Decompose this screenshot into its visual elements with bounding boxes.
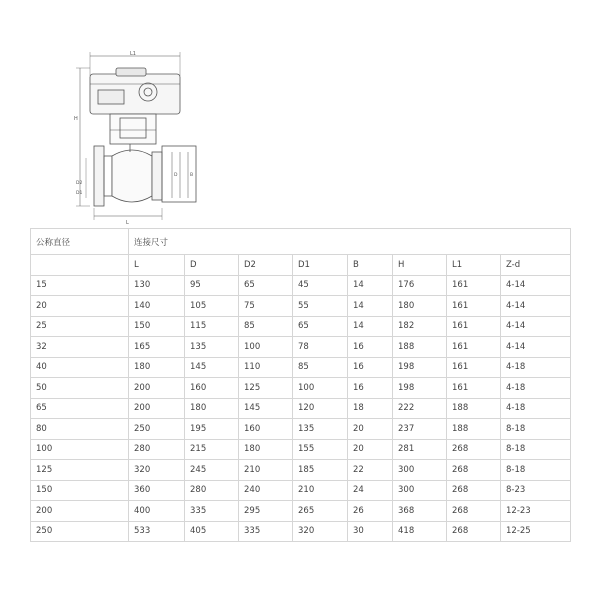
table-cell: 12-25 [501,521,571,542]
table-cell: 400 [129,501,185,522]
column-header: D [185,255,239,276]
table-cell: 268 [447,521,501,542]
table-cell: 110 [239,357,293,378]
table-cell: 280 [129,439,185,460]
table-cell: 4-18 [501,357,571,378]
table-row [31,398,571,419]
table-cell: 198 [393,378,447,399]
table-cell: 26 [348,501,393,522]
table-cell: 180 [185,398,239,419]
column-header: L [129,255,185,276]
table-cell: 4-18 [501,398,571,419]
table-cell: 188 [393,337,447,358]
table-cell: 210 [239,460,293,481]
table-cell: 160 [239,419,293,440]
table-cell: 161 [447,337,501,358]
table-cell: 125 [31,460,129,481]
table-cell: 155 [293,439,348,460]
table-cell: 32 [31,337,129,358]
table-cell: 50 [31,378,129,399]
table-cell: 85 [239,316,293,337]
table-cell: 300 [393,460,447,481]
table-cell: 15 [31,275,129,296]
table-cell: 160 [185,378,239,399]
table-cell: 176 [393,275,447,296]
table-cell: 55 [293,296,348,317]
table-cell: 180 [129,357,185,378]
table-cell: 335 [239,521,293,542]
table-cell: 268 [447,460,501,481]
table-cell: 4-14 [501,275,571,296]
table-cell: 100 [293,378,348,399]
table-cell: 135 [185,337,239,358]
header-nominal-diameter: 公称直径 [31,229,129,255]
table-cell: 85 [293,357,348,378]
table-row [31,439,571,460]
table-cell: 100 [239,337,293,358]
table-cell: 145 [239,398,293,419]
table-cell: 161 [447,275,501,296]
table-cell: 14 [348,275,393,296]
table-cell: 150 [31,480,129,501]
column-header: H [393,255,447,276]
table-cell: 40 [31,357,129,378]
table-cell: 245 [185,460,239,481]
table-cell: 295 [239,501,293,522]
table-row [31,296,571,317]
table-cell: 24 [348,480,393,501]
table-cell: 320 [293,521,348,542]
header-connection-dimensions: 连接尺寸 [129,229,571,255]
table-cell: 300 [393,480,447,501]
table-cell: 215 [185,439,239,460]
valve-dimension-drawing [68,48,218,226]
table-cell: 182 [393,316,447,337]
table-cell: 8-23 [501,480,571,501]
table-cell: 125 [239,378,293,399]
table-cell: 8-18 [501,460,571,481]
table-cell: 16 [348,337,393,358]
table-row [31,378,571,399]
table-cell: 268 [447,439,501,460]
table-cell: 210 [293,480,348,501]
table-row [31,480,571,501]
table-cell: 25 [31,316,129,337]
table-cell: 65 [31,398,129,419]
table-cell: 533 [129,521,185,542]
table-cell: 222 [393,398,447,419]
table-cell: 20 [348,419,393,440]
table-cell: 145 [185,357,239,378]
table-cell: 140 [129,296,185,317]
table-cell: 12-23 [501,501,571,522]
table-cell: 180 [393,296,447,317]
dim-label-l1: L1 [130,51,136,57]
table-cell: 65 [293,316,348,337]
column-header: B [348,255,393,276]
table-cell: 161 [447,357,501,378]
column-header: Z-d [501,255,571,276]
table-cell: 268 [447,501,501,522]
table-cell: 100 [31,439,129,460]
table-cell: 200 [129,398,185,419]
column-header: D1 [293,255,348,276]
table-cell: 188 [447,398,501,419]
table-cell [31,255,129,276]
table-cell: 200 [31,501,129,522]
table-cell: 120 [293,398,348,419]
table-cell: 198 [393,357,447,378]
table-cell: 75 [239,296,293,317]
table-cell: 188 [447,419,501,440]
table-row [31,521,571,542]
table-cell: 105 [185,296,239,317]
table-cell: 30 [348,521,393,542]
table-cell: 165 [129,337,185,358]
table-cell: 20 [31,296,129,317]
table-cell: 4-14 [501,316,571,337]
dim-label-d: D [174,173,178,178]
table-cell: 161 [447,316,501,337]
dim-label-b: B [190,173,194,178]
table-cell: 368 [393,501,447,522]
table-cell: 4-18 [501,378,571,399]
table-row [31,275,571,296]
table-cell: 265 [293,501,348,522]
table-cell: 335 [185,501,239,522]
dim-label-l: L [126,220,129,226]
table-cell: 65 [239,275,293,296]
table-cell: 240 [239,480,293,501]
table-cell: 161 [447,296,501,317]
table-cell: 237 [393,419,447,440]
dimension-table [30,228,571,542]
table-cell: 268 [447,480,501,501]
table-cell: 250 [129,419,185,440]
table-cell: 360 [129,480,185,501]
dim-label-h: H [74,116,78,122]
table-cell: 18 [348,398,393,419]
table-cell: 135 [293,419,348,440]
table-row [31,460,571,481]
table-cell: 185 [293,460,348,481]
table-cell: 22 [348,460,393,481]
table-row [31,419,571,440]
table-cell: 4-14 [501,296,571,317]
table-row [31,337,571,358]
dim-label-d2: D2 [76,181,83,186]
table-cell: 14 [348,316,393,337]
table-cell: 195 [185,419,239,440]
table-cell: 130 [129,275,185,296]
table-cell: 14 [348,296,393,317]
table-cell: 78 [293,337,348,358]
table-cell: 115 [185,316,239,337]
table-cell: 250 [31,521,129,542]
table-cell: 405 [185,521,239,542]
table-cell: 320 [129,460,185,481]
table-cell: 161 [447,378,501,399]
table-cell: 20 [348,439,393,460]
table-cell: 280 [185,480,239,501]
table-cell: 80 [31,419,129,440]
table-cell: 180 [239,439,293,460]
table-cell: 8-18 [501,439,571,460]
table-cell: 418 [393,521,447,542]
table-cell: 281 [393,439,447,460]
column-header: L1 [447,255,501,276]
table-cell: 200 [129,378,185,399]
table-cell: 16 [348,357,393,378]
table-cell: 45 [293,275,348,296]
table-header-row [31,229,571,255]
dim-label-d1: D1 [76,191,83,196]
table-cell: 95 [185,275,239,296]
table-row [31,357,571,378]
table-column-row [31,255,571,276]
column-header: D2 [239,255,293,276]
table-cell: 16 [348,378,393,399]
table-cell: 4-14 [501,337,571,358]
table-cell: 150 [129,316,185,337]
table-row [31,501,571,522]
table-cell: 8-18 [501,419,571,440]
table-row [31,316,571,337]
